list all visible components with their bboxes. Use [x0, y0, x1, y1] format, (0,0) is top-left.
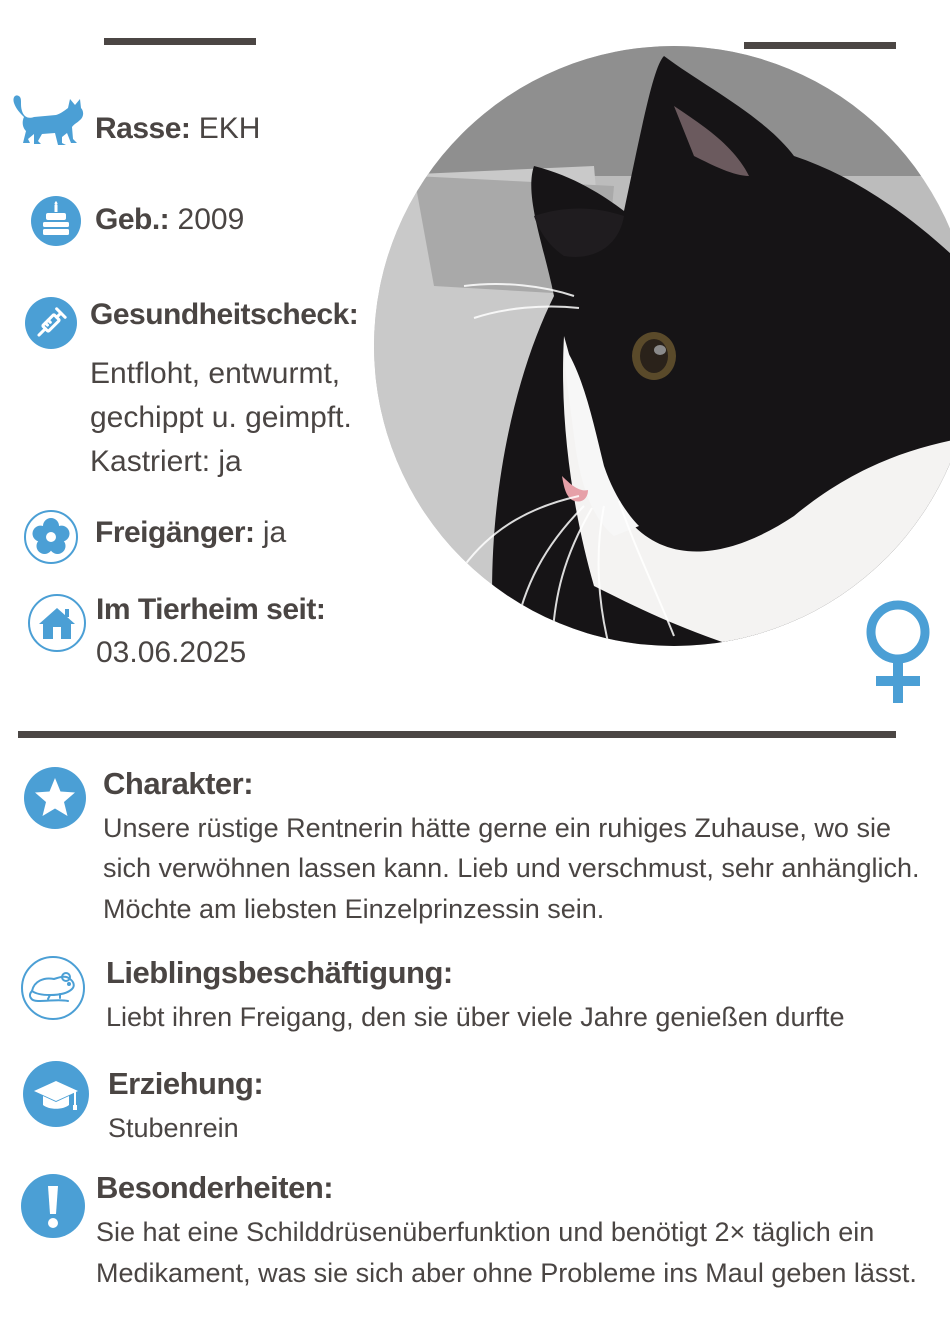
exclamation-icon: [21, 1174, 85, 1238]
outdoor-fact: [95, 513, 286, 553]
health-line-1: Entfloht, entwurmt,: [90, 357, 341, 390]
top-left-divider: [104, 38, 256, 45]
outdoor-value: ja: [262, 516, 287, 549]
shelter-value: 03.06.2025: [96, 636, 247, 669]
outdoor-label: Freigänger:: [95, 516, 255, 549]
graduation-cap-icon: [23, 1061, 89, 1127]
health-label: Gesundheitscheck:: [90, 298, 359, 331]
hobby-title: Lieblingsbeschäftigung:: [106, 955, 453, 990]
birthday-cake-icon: [31, 196, 81, 246]
born-label: Geb.:: [95, 203, 170, 236]
character-line-1: Unsere rüstige Rentnerin hätte gerne ein ruhiges Zuhause, wo sie: [103, 813, 891, 843]
hobby-line-1: Liebt ihren Freigang, den sie über viele Jahre genießen durfte: [106, 1002, 845, 1032]
breed-fact: [95, 109, 260, 149]
education-title: Erziehung:: [108, 1066, 264, 1101]
health-line-2: gechippt u. geimpft.: [90, 401, 352, 434]
education-line-1: Stubenrein: [108, 1113, 239, 1143]
health-line-3: Kastriert: ja: [90, 445, 242, 478]
house-icon: [27, 593, 87, 653]
special-line-2: Medikament, was sie sich aber ohne Probleme ins Maul geben lässt.: [96, 1258, 917, 1288]
top-right-divider: [744, 42, 896, 49]
cat-photo: [374, 46, 950, 646]
character-title: Charakter:: [103, 766, 254, 801]
mouse-icon: [20, 955, 86, 1021]
born-value: 2009: [177, 203, 245, 236]
breed-value: EKH: [198, 112, 261, 145]
character-line-2: sich verwöhnen lassen kann. Lieb und verschmust, sehr anhänglich.: [103, 853, 920, 883]
cat-icon: [10, 93, 90, 149]
section-divider: [18, 731, 896, 738]
born-fact: [95, 200, 244, 240]
character-line-3: Möchte am liebsten Einzelprinzessin sein.: [103, 894, 605, 924]
breed-label: Rasse:: [95, 112, 191, 145]
flower-icon: [23, 509, 79, 565]
shelter-label: Im Tierheim seit:: [96, 593, 326, 626]
star-icon: [24, 767, 86, 829]
syringe-icon: [25, 297, 77, 349]
female-symbol-icon: [862, 598, 934, 704]
special-title: Besonderheiten:: [96, 1170, 334, 1205]
special-line-1: Sie hat eine Schilddrüsenüberfunktion und benötigt 2× täglich ein: [96, 1217, 875, 1247]
